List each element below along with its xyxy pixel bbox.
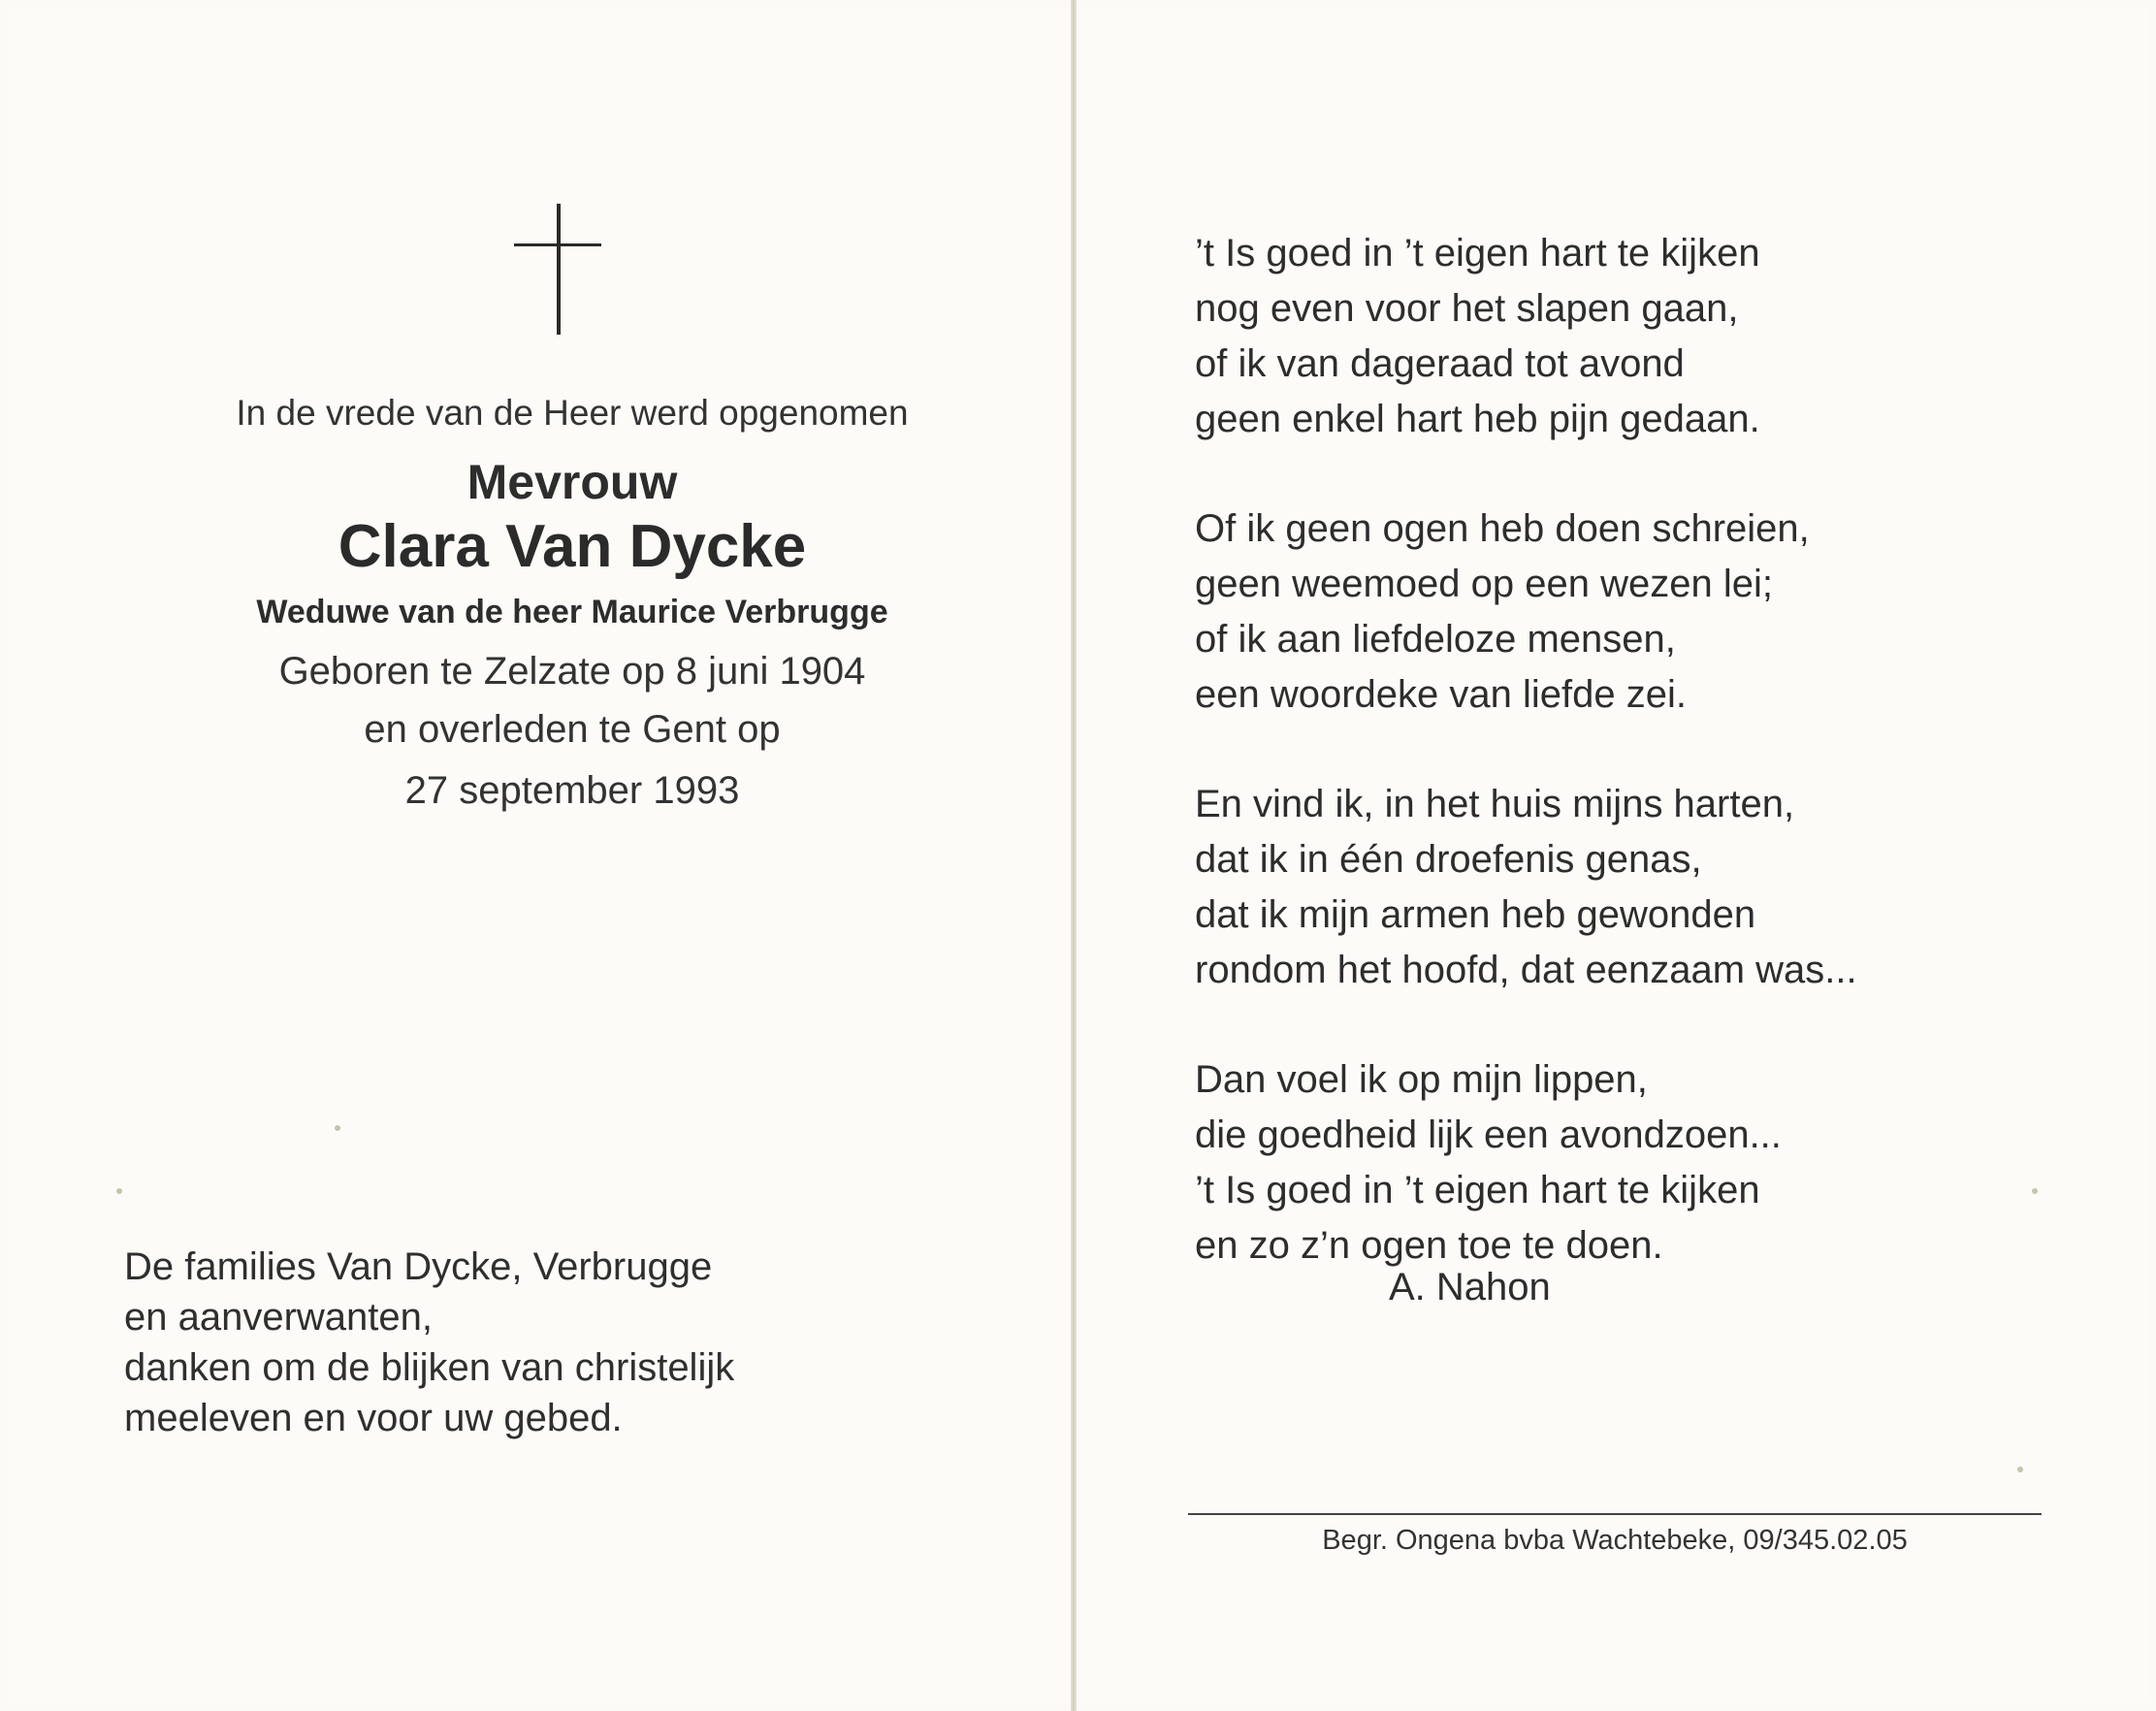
widow-line: Weduwe van de heer Maurice Verbrugge	[256, 594, 888, 630]
death-line: en overleden te Gent op	[364, 708, 781, 751]
honorific: Mevrouw	[467, 455, 678, 509]
poem-line: die goedheid lijk een avondzoen...	[1195, 1114, 1782, 1156]
printer-credit: Begr. Ongena bvba Wachtebeke, 09/345.02.05	[1322, 1525, 1908, 1556]
poem-line: geen weemoed op een wezen lei;	[1195, 563, 1773, 605]
poem-line: ’t Is goed in ’t eigen hart te kijken	[1195, 1169, 1760, 1211]
poem-line: of ik van dageraad tot avond	[1195, 342, 1685, 385]
poem-author: A. Nahon	[1389, 1266, 1551, 1308]
deceased-name: Clara Van Dycke	[338, 513, 807, 580]
thanks-line: en aanverwanten,	[124, 1296, 434, 1339]
poem-line: nog even voor het slapen gaan,	[1195, 287, 1739, 330]
poem-line: Dan voel ik op mijn lippen,	[1195, 1058, 1648, 1101]
poem-stanza	[1195, 777, 1857, 998]
poem-stanza	[1195, 226, 1857, 447]
poem-line: geen enkel hart heb pijn gedaan.	[1195, 398, 1760, 440]
death-date: 27 september 1993	[404, 769, 740, 812]
thanks-line: danken om de blijken van christelijk	[124, 1346, 735, 1389]
paper-speck	[2032, 1188, 2038, 1194]
thanks-line: De families Van Dycke, Verbrugge	[124, 1245, 713, 1288]
cross-icon	[514, 204, 601, 335]
intro-line: In de vrede van de Heer werd opgenomen	[236, 393, 909, 433]
poem-line: dat ik mijn armen heb gewonden	[1195, 893, 1756, 936]
poem-line: dat ik in één droefenis genas,	[1195, 838, 1702, 881]
birth-line: Geboren te Zelzate op 8 juni 1904	[278, 650, 866, 693]
paper-speck	[116, 1188, 122, 1194]
poem-stanza	[1195, 501, 1857, 723]
poem-line: rondom het hoofd, dat eenzaam was...	[1195, 949, 1857, 991]
thanks-text	[124, 1242, 734, 1443]
paper-speck	[2017, 1467, 2023, 1472]
card-fold	[1071, 0, 1077, 1711]
poem-line: een woordeke van liefde zei.	[1195, 673, 1687, 716]
poem	[1195, 226, 1857, 1274]
poem-line: Of ik geen ogen heb doen schreien,	[1195, 507, 1810, 550]
poem-stanza	[1195, 1052, 1857, 1274]
poem-line: en zo z’n ogen toe te doen.	[1195, 1224, 1663, 1267]
poem-line: of ik aan liefdeloze mensen,	[1195, 618, 1676, 661]
poem-line: En vind ik, in het huis mijns harten,	[1195, 783, 1795, 825]
paper-speck	[335, 1125, 340, 1131]
divider	[1188, 1513, 2042, 1515]
thanks-line: meeleven en voor uw gebed.	[124, 1397, 623, 1439]
poem-line: ’t Is goed in ’t eigen hart te kijken	[1195, 232, 1760, 274]
